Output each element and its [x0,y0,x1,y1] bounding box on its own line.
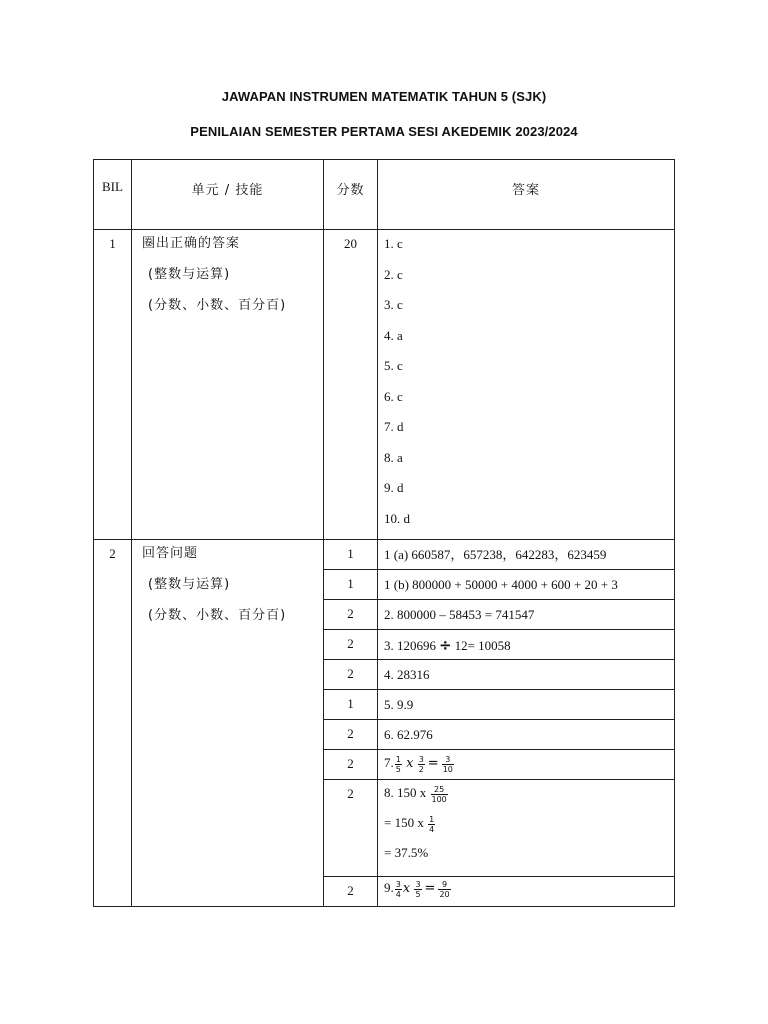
document-title: JAWAPAN INSTRUMEN MATEMATIK TAHUN 5 (SJK) [221,89,547,104]
denominator: 4 [429,824,435,834]
answer-text: 3. 120696 [384,638,436,653]
answer-text: 9. [384,880,394,895]
unit-topic-label: (整数与运算) [148,577,231,592]
denominator: 2 [418,764,424,774]
marks-cell: 2 [324,630,378,660]
answer-text: 12= 10058 [454,638,511,653]
numerator: 25 [431,785,448,795]
marks-cell: 2 [324,877,378,907]
unit-cell [132,540,324,907]
fraction [438,880,450,899]
fraction [395,880,402,899]
header-bil: BIL [94,160,132,230]
marks-cell: 2 [324,660,378,690]
answer-text: = 150 x [384,815,424,830]
table-header-row [94,160,675,230]
answer-line [384,783,674,813]
answer-item: 1. c [384,236,403,251]
answer-cell [378,750,675,780]
multiply-sign: x [402,881,411,896]
fraction [395,755,402,774]
header-unit: 单元 / 技能 [132,160,324,230]
answer-item: 8. a [384,449,403,465]
marks-cell: 2 [324,750,378,780]
marks-cell: 1 [324,540,378,570]
answer-line [384,813,674,843]
bil-cell: 2 [94,540,132,907]
answer-item: 9. d [384,480,404,495]
unit-skill-label: 圈出正确的答案 [142,236,241,251]
answer-cell: 2. 800000 – 58453 = 741547 [378,600,675,630]
table-row [94,230,675,540]
answer-table [93,159,675,907]
numerator: 3 [415,879,421,889]
denominator: 20 [439,889,450,899]
header-answer: 答案 [378,160,675,230]
answer-cell: 1 (b) 800000 + 50000 + 4000 + 600 + 20 + 3 [378,570,675,600]
answer-text: 7. [384,755,394,770]
equals-sign: = [424,881,436,896]
numerator: 1 [429,814,435,824]
answer-item: 5. c [384,358,403,373]
answer-cell: 6. 62.976 [378,720,675,750]
answer-cell [378,230,675,540]
answer-cell [378,630,675,660]
answer-item: 4. a [384,327,403,343]
marks-cell: 2 [324,780,378,877]
answer-item: 10. d [384,510,410,526]
table-row [94,540,675,570]
fraction [442,755,454,774]
unit-cell [132,230,324,540]
answer-item: 2. c [384,266,403,282]
answer-cell: 4. 28316 [378,660,675,690]
denominator: 5 [395,764,401,774]
numerator: 9 [438,880,450,890]
answer-line: = 37.5% [384,845,429,860]
marks-cell: 1 [324,690,378,720]
answer-item: 3. c [384,297,403,312]
answer-cell [378,877,675,907]
fraction [418,755,425,774]
answer-text: 8. 150 x [384,785,427,800]
fraction [431,785,448,804]
fraction [414,880,421,899]
denominator: 5 [415,889,421,899]
answer-item: 7. d [384,419,404,434]
numerator: 3 [442,755,454,765]
numerator: 3 [418,754,424,764]
answer-cell: 1 (a) 660587，657238，642283，623459 [378,540,675,570]
denominator: 4 [395,889,401,899]
unit-topic-label: (分数、小数、百分百) [148,608,287,623]
unit-topic-label: (整数与运算) [148,267,231,282]
denominator: 100 [431,794,447,804]
document-subtitle: PENILAIAN SEMESTER PERTAMA SESI AKEDEMIK 2023/2024 [190,124,578,139]
marks-cell: 2 [324,600,378,630]
numerator: 1 [395,754,401,764]
denominator: 10 [442,764,453,774]
divide-icon: ÷ [439,636,452,654]
marks-cell: 2 [324,720,378,750]
answer-item: 6. c [384,388,403,404]
unit-topic-label: (分数、小数、百分百) [148,298,287,313]
unit-skill-label: 回答问题 [142,546,199,561]
answer-cell: 5. 9.9 [378,690,675,720]
numerator: 3 [395,879,401,889]
fraction [428,815,435,834]
equals-sign: = [427,756,439,771]
header-marks: 分数 [324,160,378,230]
marks-cell: 20 [324,230,378,540]
marks-cell: 1 [324,570,378,600]
bil-cell: 1 [94,230,132,540]
multiply-sign: x [406,756,414,771]
answer-cell [378,780,675,877]
